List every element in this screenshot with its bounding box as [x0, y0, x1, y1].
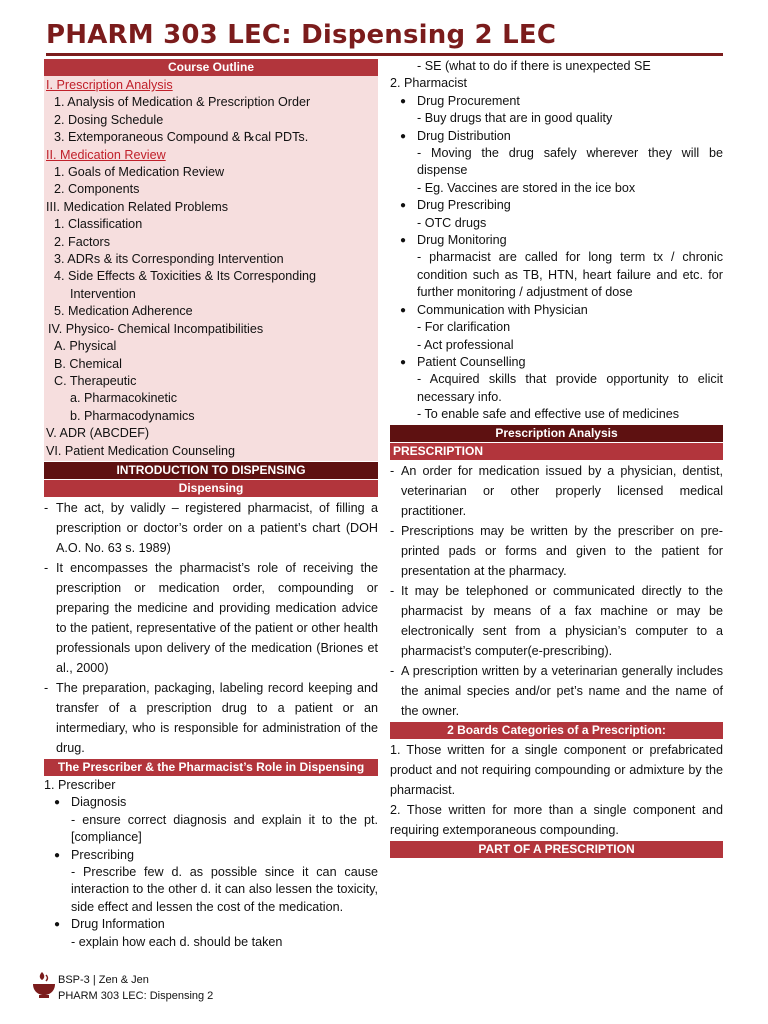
- footer-line-2: PHARM 303 LEC: Dispensing 2: [58, 990, 214, 1002]
- outline-item: 4. Side Effects & Toxicities & Its Corresponding: [54, 269, 317, 284]
- bullet-icon: ●: [400, 95, 407, 107]
- role-bullet: [390, 197, 723, 214]
- prescription-paragraph: - An order for medication issued by a physician, dentist, veterinarian or other properly licensed medical practitioner.: [390, 463, 723, 518]
- outline-item: III. Medication Related Problems: [46, 199, 228, 214]
- right-column: [390, 58, 723, 859]
- role-bullet: [390, 93, 723, 110]
- roles-header: The Prescriber & the Pharmacist’s Role in Dispensing: [44, 759, 378, 776]
- mortar-pestle-logo-icon: [30, 970, 58, 1000]
- outline-item: 1. Classification: [54, 217, 143, 232]
- role-detail: - Moving the drug safely wherever they will be dispense: [417, 146, 723, 178]
- course-outline: [44, 59, 378, 461]
- bullet-icon: ●: [400, 130, 407, 142]
- role-detail: - Act professional: [417, 337, 514, 352]
- outline-item: b. Pharmacodynamics: [70, 408, 195, 423]
- role-bullet: [390, 302, 723, 319]
- bullet-icon: ●: [400, 356, 407, 368]
- title-divider: [46, 53, 723, 56]
- role-bullet: [390, 232, 723, 249]
- pharmacist-label: 2. Pharmacist: [390, 76, 467, 91]
- continued-line: - SE (what to do if there is unexpected SE: [417, 59, 651, 73]
- role-detail: - Acquired skills that provide opportunity to elicit necessary info.: [417, 372, 723, 404]
- bullet-icon: ●: [400, 200, 407, 212]
- outline-item: 3. ADRs & its Corresponding Intervention: [54, 252, 284, 267]
- footer-line-1: BSP-3 | Zen & Jen: [58, 974, 149, 986]
- bullet-icon: ●: [400, 304, 407, 316]
- role-bullet: [44, 847, 378, 864]
- prescription-sublabel: PRESCRIPTION: [390, 443, 723, 460]
- role-title: Diagnosis: [71, 795, 127, 810]
- bullet-icon: ●: [400, 235, 407, 247]
- definition-paragraph: - The preparation, packaging, labeling record keeping and transfer of a prescription drug to a patient or an intermediary, who is responsible for administration of the drug.: [44, 680, 378, 755]
- role-detail: - Buy drugs that are in good quality: [417, 111, 613, 126]
- outline-item: 5. Medication Adherence: [54, 304, 193, 319]
- outline-item: 2. Dosing Schedule: [54, 112, 164, 127]
- role-title: Drug Prescribing: [417, 198, 511, 213]
- intro-header: INTRODUCTION TO DISPENSING: [44, 462, 378, 479]
- board-category: 1. Those written for a single component or prefabricated product and not requiring compounding or admixture by the pharmacist.: [390, 742, 723, 797]
- footer-text: [58, 972, 213, 1004]
- outline-item: 1. Analysis of Medication & Prescription Order: [54, 95, 311, 110]
- outline-section-link[interactable]: I. Prescription Analysis: [46, 78, 173, 92]
- dispensing-definitions: [44, 498, 378, 758]
- role-bullet: [44, 794, 378, 811]
- outline-item: B. Chemical: [54, 356, 122, 371]
- role-title: Drug Procurement: [417, 93, 520, 108]
- role-title: Drug Information: [71, 917, 165, 932]
- role-title: Drug Monitoring: [417, 233, 507, 248]
- prescription-paragraphs: [390, 461, 723, 721]
- bullet-icon: ●: [54, 919, 61, 931]
- outline-item: 1. Goals of Medication Review: [54, 165, 225, 180]
- outline-item: Intervention: [70, 286, 136, 301]
- outline-item: V. ADR (ABCDEF): [46, 426, 150, 441]
- outline-item: 3. Extemporaneous Compound & ℞cal PDTs.: [54, 130, 309, 145]
- pharmacist-list: [390, 93, 723, 424]
- definition-paragraph: - It encompasses the pharmacist’s role of receiving the prescription or medication order, compounding or preparing the medicine and providing medication advice to the patient, representative of the patient or other health professionals upon delivery of the medication (Briones et al., 2000): [44, 560, 378, 675]
- role-detail: - For clarification: [417, 320, 511, 335]
- role-detail: - ensure correct diagnosis and explain it to the pt. [compliance]: [71, 812, 378, 845]
- outline-item: 2. Components: [54, 182, 140, 197]
- outline-item: IV. Physico- Chemical Incompatibilities: [48, 321, 264, 336]
- prescription-paragraph: - Prescriptions may be written by the prescriber on pre-printed pads or forms and given to the patient for presentation at the pharmacy.: [390, 523, 723, 578]
- outline-item: A. Physical: [54, 339, 117, 354]
- role-detail: - pharmacist are called for long term tx / chronic condition such as TB, HTN, heart failure and etc. for further monitoring / adjustment of dose: [417, 250, 723, 300]
- prescription-analysis-header: Prescription Analysis: [390, 425, 723, 442]
- prescription-paragraph: - A prescription written by a veterinarian generally includes the animal species and/or pet’s name and the name of the owner.: [390, 663, 723, 718]
- outline-item: VI. Patient Medication Counseling: [46, 443, 236, 458]
- outline-item: C. Therapeutic: [54, 373, 137, 388]
- role-detail: - OTC drugs: [417, 215, 487, 230]
- role-detail: - Eg. Vaccines are stored in the ice box: [417, 180, 636, 195]
- part-of-prescription-header: PART OF A PRESCRIPTION: [390, 841, 723, 858]
- role-detail: - explain how each d. should be taken: [71, 934, 283, 949]
- role-title: Drug Distribution: [417, 128, 511, 143]
- bullet-icon: ●: [54, 797, 61, 809]
- bullet-icon: ●: [54, 849, 61, 861]
- left-column: [44, 58, 378, 951]
- prescriber-label: 1. Prescriber: [44, 777, 116, 792]
- role-bullet: [390, 354, 723, 371]
- prescriber-list: [44, 794, 378, 951]
- outline-list: [44, 77, 378, 460]
- role-title: Prescribing: [71, 847, 134, 862]
- outline-item: 2. Factors: [54, 234, 110, 249]
- course-outline-header: Course Outline: [44, 59, 378, 76]
- prescription-paragraph: - It may be telephoned or communicated directly to the pharmacist by means of a fax machine or may be electronically sent from a physician’s computer to a pharmacist’s computer(e-prescribing).: [390, 583, 723, 658]
- role-detail: - Prescribe few d. as possible since it can cause interaction to the other d. it can also lessen the toxicity, side effect and lessen the cost of the medication.: [71, 864, 378, 914]
- definition-paragraph: - The act, by validly – registered pharmacist, of filling a prescription or doctor’s order on a patient’s chart (DOH A.O. No. 63 s. 1989): [44, 500, 378, 555]
- role-title: Communication with Physician: [417, 302, 588, 317]
- dispensing-header: Dispensing: [44, 480, 378, 497]
- outline-item: a. Pharmacokinetic: [70, 391, 178, 406]
- role-title: Patient Counselling: [417, 354, 526, 369]
- role-detail: - To enable safe and effective use of medicines: [417, 407, 680, 422]
- outline-section-link[interactable]: II. Medication Review: [46, 147, 166, 162]
- boards-header: 2 Boards Categories of a Prescription:: [390, 722, 723, 739]
- board-category: 2. Those written for more than a single component and requiring extemporaneous compounding.: [390, 802, 723, 837]
- role-bullet: [44, 916, 378, 933]
- role-bullet: [390, 128, 723, 145]
- page-title: PHARM 303 LEC: Dispensing 2 LEC: [46, 20, 557, 50]
